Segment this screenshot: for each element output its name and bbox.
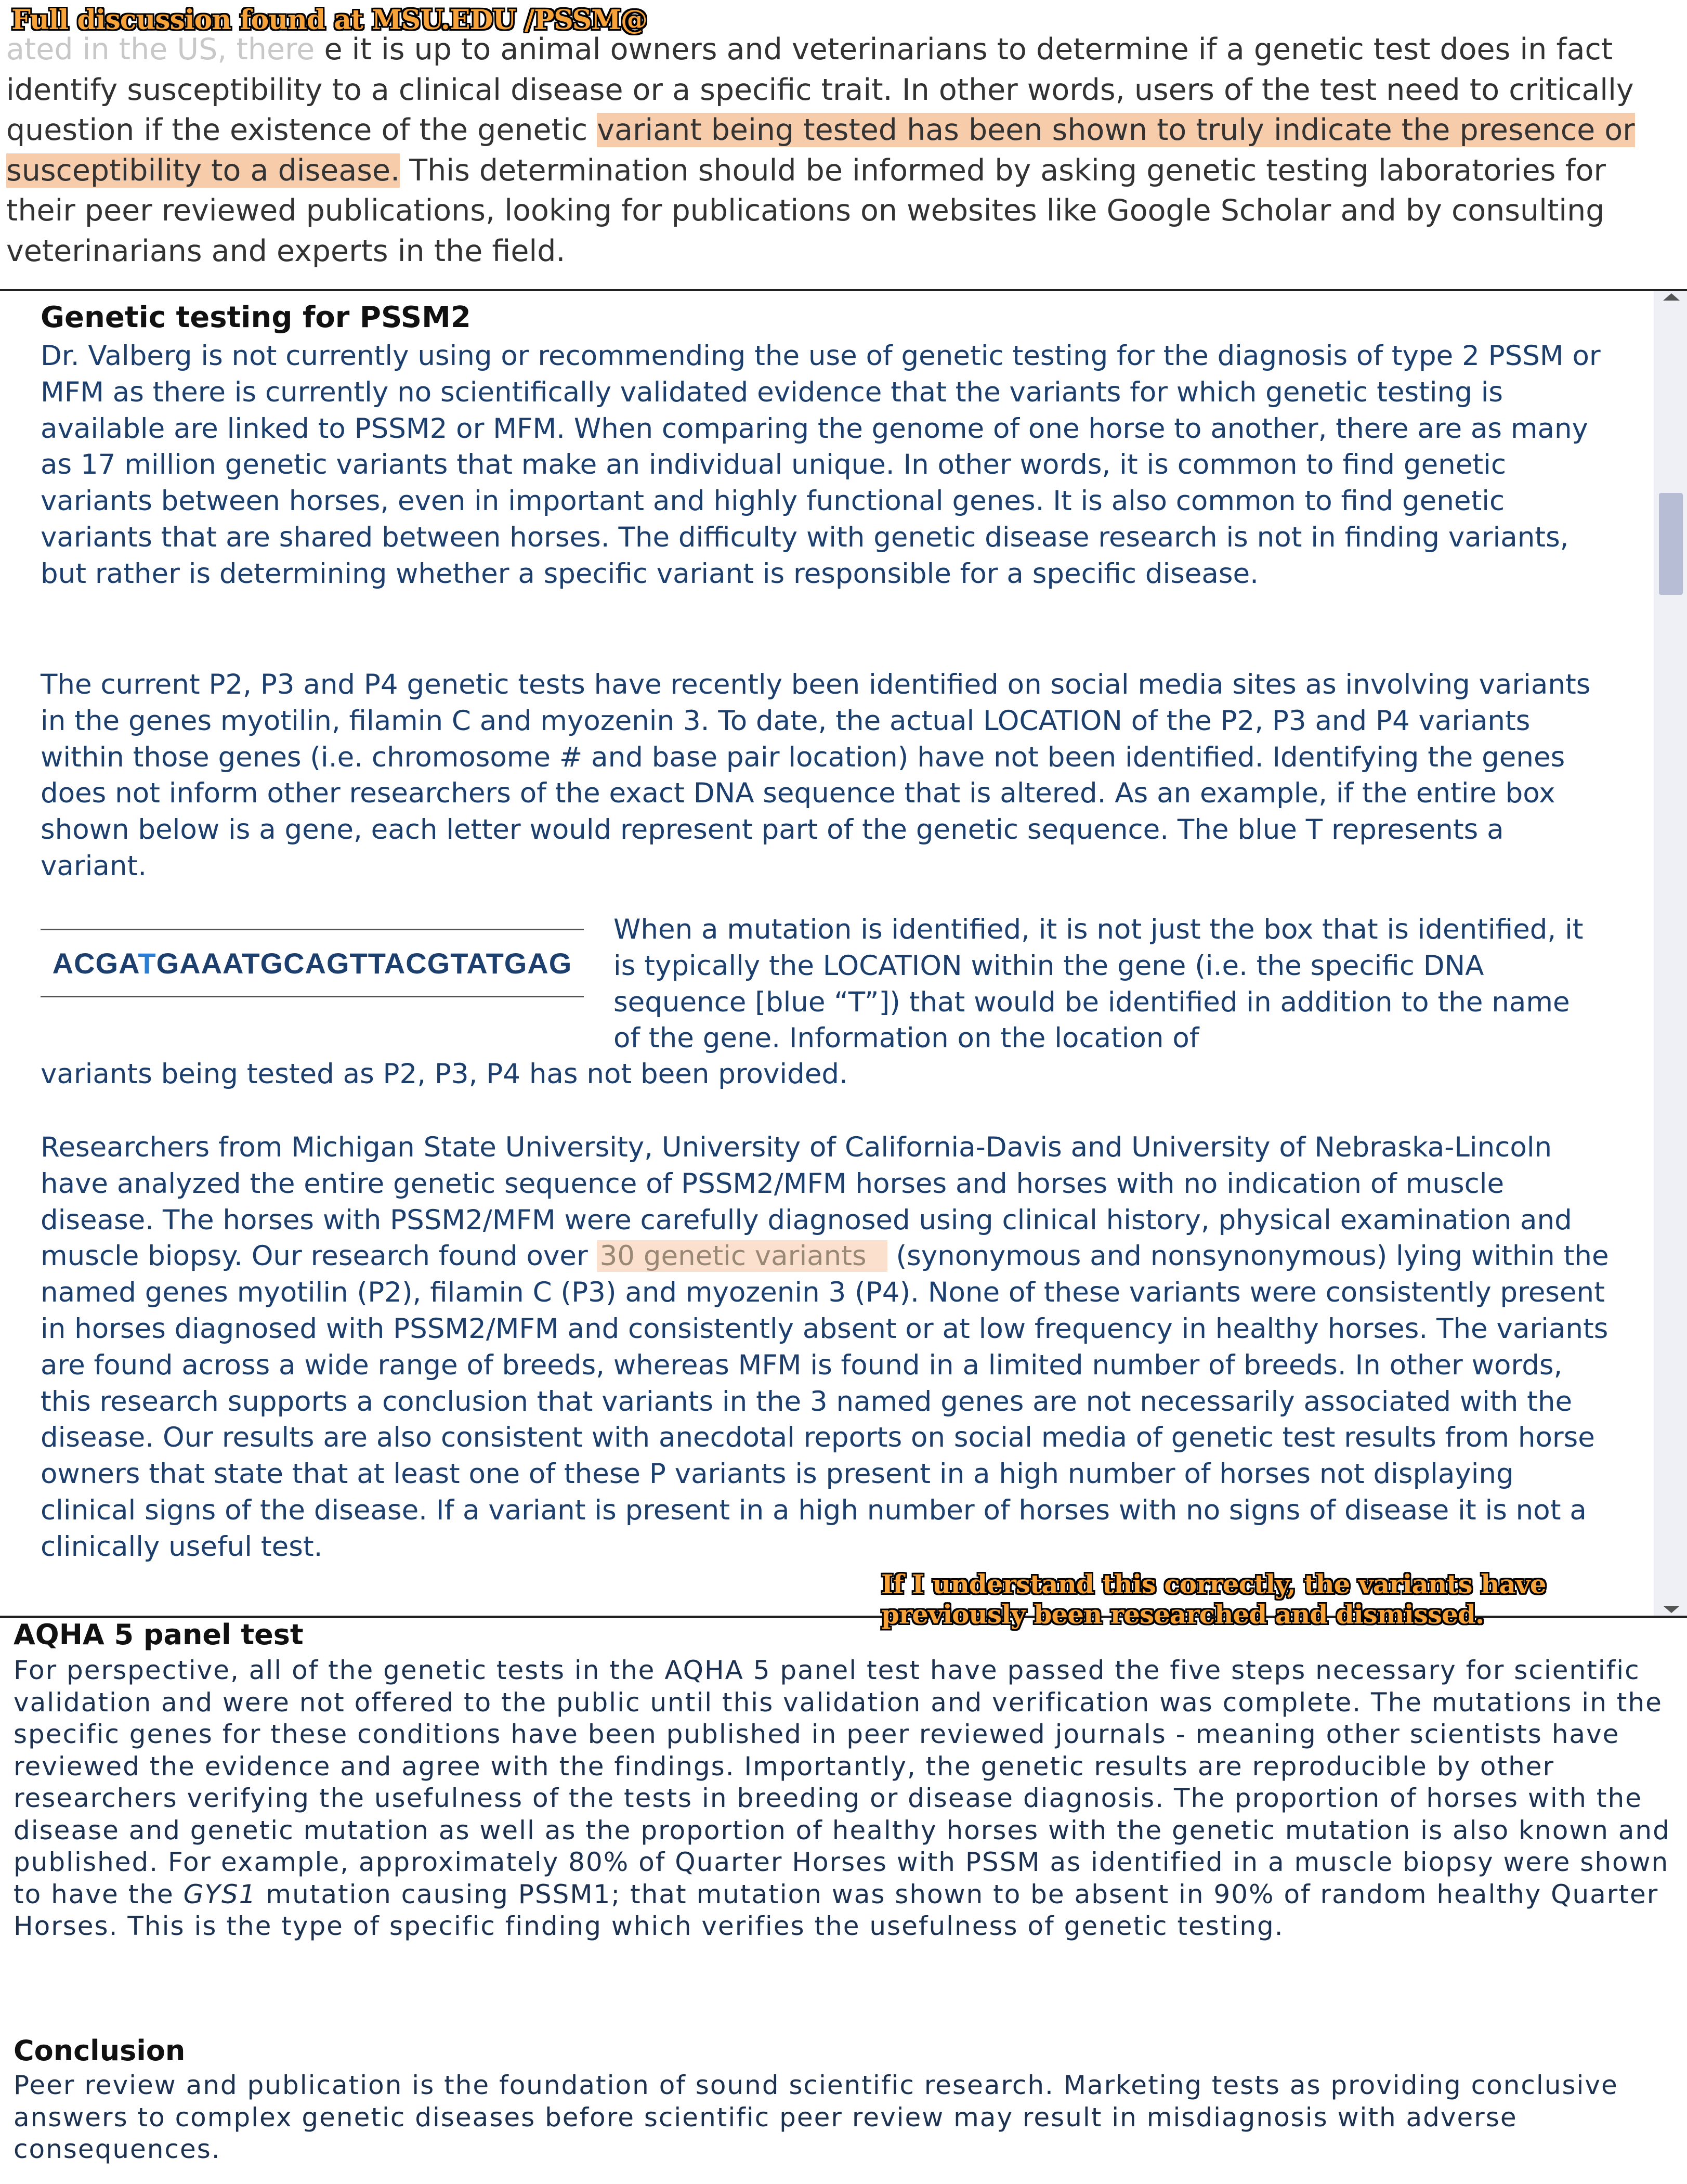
scroll-down-icon[interactable] bbox=[1663, 1606, 1680, 1613]
pssm2-paragraph-4 bbox=[41, 1129, 1611, 1565]
aqha-conclusion-panel bbox=[0, 1618, 1687, 2184]
dna-sequence bbox=[53, 946, 572, 980]
para4-before: Researchers from Michigan State University, University of California-Davis and University of Nebraska-Lincoln have analyzed the entire genetic sequence of PSSM2/MFM horses and horses with no indication of muscle disease. The horses with PSSM2/MFM were carefully diagnosed using clinical history, physical examination and muscle biopsy. Our research found over bbox=[41, 1132, 1572, 1272]
top-excerpt-paragraph bbox=[6, 30, 1670, 271]
faded-text: ated in the US, there bbox=[6, 32, 315, 67]
para4-after: (synonymous and nonsynonymous) lying within the named genes myotilin (P2), filamin C (P3) and myozenin 3 (P4). None of these variants were consistently present in horses diagnosed with PSSM2/MFM and consistently absent or at low frequency in healthy horses. The variants are found across a wide range of breeds, whereas MFM is found in a limited number of breeds. In other words, this research supports a conclusion that variants in the 3 named genes are not necessarily associated with the disease. Our results are also consistent with anecdotal reports on social media of genetic test results from horse owners that state that at least one of these P variants is present in a high number of horses not displaying clinical signs of the disease. If a variant is present in a high number of horses with no signs of disease it is not a clinically useful test. bbox=[41, 1240, 1609, 1563]
conclusion-heading: Conclusion bbox=[14, 2034, 186, 2067]
pssm2-paragraph-2: The current P2, P3 and P4 genetic tests have recently been identified on social media sites as involving variants in the genes myotilin, filamin C and myozenin 3. To date, the actual LOCATION of the P2, P3 and P4 variants within those genes (i.e. chromosome # and base pair location) have not been identified. Identifying the genes does not inform other researchers of the exact DNA sequence that is altered. As an example, if the entire box shown below is a gene, each letter would represent part of the genetic sequence. The blue T represents a variant. bbox=[41, 669, 1591, 882]
aqha-paragraph bbox=[14, 1655, 1672, 1943]
aqha-heading: AQHA 5 panel test bbox=[14, 1618, 304, 1651]
source-caption-overlay: Full discussion found at MSU.EDU /PSSM@ bbox=[11, 4, 647, 36]
dna-sequence-after: GAAATGCAGTTACGTATGAG bbox=[156, 946, 572, 980]
pssm2-heading: Genetic testing for PSSM2 bbox=[41, 301, 471, 334]
conclusion-paragraph: Peer review and publication is the foundation of sound scientific research. Marketing tests as providing conclusive answers to complex genetic diseases before scientific peer review may result in misdiagnosis with adverse consequences. bbox=[14, 2070, 1618, 2164]
pssm2-paragraph-3: When a mutation is identified, it is not just the box that is identified, it is typically the LOCATION within the gene (i.e. the specific DNA sequence [blue “T”]) that would be identified in addition to the name of the gene. Information on the location of bbox=[613, 914, 1584, 1055]
top-rest-text: This determination should be informed by asking genetic testing laboratories for their peer reviewed publications, looking for publications on websites like Google Scholar and by consulting veterinarians and experts in the field. bbox=[6, 153, 1606, 268]
aqha-text-before: For perspective, all of the genetic tests in the AQHA 5 panel test have passed the five steps necessary for scientific validation and were not offered to the public until this validation and verification was complete. The mutations in the specific genes for these conditions have been published in peer reviewed journals - meaning other scientists have reviewed the evidence and agree with the findings. Importantly, the genetic results are reproducible by other researchers verifying the usefulness of the tests in breeding or disease diagnosis. The proportion of horses with the disease and genetic mutation as well as the proportion of healthy horses with the genetic mutation is also known and published. For example, approximately 80% of Quarter Horses with PSSM as identified in a muscle biopsy were shown to have the bbox=[14, 1655, 1670, 1909]
highlighted-variant-count: 30 genetic variants bbox=[597, 1240, 887, 1272]
dna-sequence-box bbox=[41, 929, 584, 997]
dna-variant-letter: T bbox=[138, 946, 156, 980]
aqha-text-after: mutation causing PSSM1; that mutation was shown to be absent in 90% of random healthy Quarter Horses. This is the type of specific finding which verifies the usefulness of genetic testing. bbox=[14, 1879, 1659, 1941]
scroll-up-icon[interactable] bbox=[1663, 293, 1680, 301]
dna-sequence-before: ACGA bbox=[52, 946, 138, 980]
gene-name: GYS1 bbox=[183, 1879, 257, 1909]
top-lead-text: e it is up to animal owners and veterinarians to determine if a genetic test does in fact identify susceptibility to a clinical disease or a specific trait. In other words, users of the test need to critically question if the existence of the genetic bbox=[6, 32, 1634, 147]
annotation-note-overlay: If I understand this correctly, the variants have previously been researched and dismissed. bbox=[881, 1569, 1546, 1630]
pssm2-scroll-panel[interactable] bbox=[0, 291, 1687, 1618]
highlighted-text: variant being tested has been shown to truly indicate the presence or susceptibility to a disease. bbox=[6, 113, 1635, 188]
scroll-thumb[interactable] bbox=[1659, 493, 1683, 595]
pssm2-paragraph-1: Dr. Valberg is not currently using or recommending the use of genetic testing for the diagnosis of type 2 PSSM or MFM as there is currently no scientifically validated evidence that the variants for which genetic testing is available are linked to PSSM2 or MFM. When comparing the genome of one horse to another, there are as many as 17 million genetic variants that make an individual unique. In other words, it is common to find genetic variants between horses, even in important and highly functional genes. It is also common to find genetic variants that are shared between horses. The difficulty with genetic disease research is not in finding variants, but rather is determining whether a specific variant is responsible for a specific disease. bbox=[41, 340, 1601, 590]
vertical-scrollbar[interactable] bbox=[1654, 291, 1687, 1618]
pssm2-paragraph-3-tail: variants being tested as P2, P3, P4 has not been provided. bbox=[41, 1058, 848, 1090]
top-excerpt-panel bbox=[0, 0, 1687, 291]
